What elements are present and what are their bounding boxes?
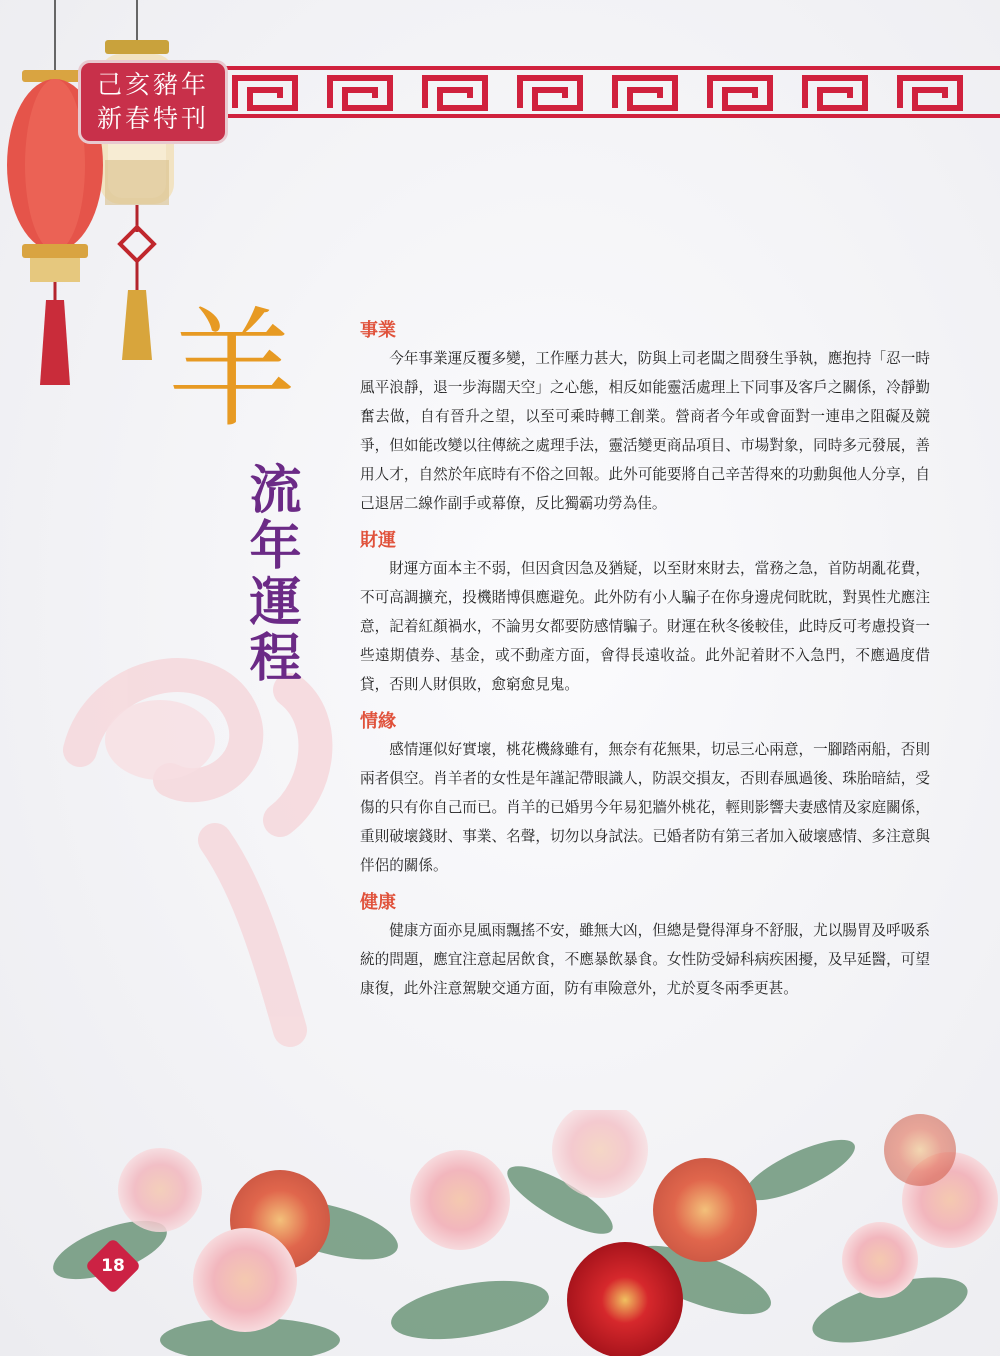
section-title-wealth: 財運 (360, 530, 396, 551)
article-body (360, 318, 930, 1013)
issue-banner (78, 60, 228, 144)
side-title: 流年運程 (240, 462, 301, 686)
banner-line-1: 己亥豬年 (96, 70, 209, 99)
page-number: 18 (101, 1256, 125, 1276)
zodiac-character: 羊 (168, 296, 297, 445)
section-text-career: 今年事業運反覆多變，工作壓力甚大，防與上司老闆之間發生爭執，應抱持「忍一時風平浪靜，退一步海闊天空」之心態，相反如能靈活處理上下同事及客戶之關係，冷靜勤奮去做，自有晉升之望，以至可乘時轉工創業。營商者今年或會面對一連串之阻礙及競爭，但如能改變以往傳統之處理手法，靈活變更商品項目、市場對象，同時多元發展，善用人才，自然於年底時有不俗之回報。此外可能要將自己辛苦得來的功勳與他人分享，自己退居二線作副手或幕僚，反比獨霸功勞為佳。 (360, 350, 930, 512)
greek-key-border (210, 62, 1000, 122)
peony-flowers-decoration (0, 1110, 1000, 1356)
section-title-career: 事業 (360, 320, 396, 341)
banner-line-2: 新春特刊 (96, 104, 209, 133)
section-text-romance: 感情運似好實壞，桃花機緣雖有，無奈有花無果，切忌三心兩意，一腳踏兩船，否則兩者俱空。肖羊者的女性是年謹記帶眼識人，防誤交損友，否則春風過後、珠胎暗結，受傷的只有你自己而已。肖羊的已婚男今年易犯牆外桃花，輕則影響夫妻感情及家庭關係，重則破壞錢財、事業、名聲，切勿以身試法。已婚者防有第三者加入破壞感情、多注意與伴侶的關係。 (360, 741, 930, 874)
ram-watermark (40, 630, 340, 1070)
section-text-health: 健康方面亦見風雨飄搖不安，雖無大凶，但總是覺得渾身不舒服，尤以腸胃及呼吸系統的問題，應宜注意起居飲食，不應暴飲暴食。女性防受婦科病疾困擾，及早延醫，可望康復，此外注意駕駛交通方面，防有車險意外，尤於夏冬兩季更甚。 (360, 922, 930, 997)
section-text-wealth: 財運方面本主不弱，但因貪因急及猶疑，以至財來財去，當務之急，首防胡亂花費，不可高調擴充，投機賭博俱應避免。此外防有小人騙子在你身邊虎伺眈眈，對異性尤應注意，記着紅顏禍水，不論男女都要防感情騙子。財運在秋冬後較佳，此時反可考慮投資一些遠期債券、基金，或不動產方面，會得長遠收益。此外記着財不入急門，不應過度借貸，否則人財俱敗，愈窮愈見鬼。 (360, 560, 930, 693)
section-title-romance: 情緣 (360, 711, 396, 732)
section-title-health: 健康 (360, 892, 396, 913)
